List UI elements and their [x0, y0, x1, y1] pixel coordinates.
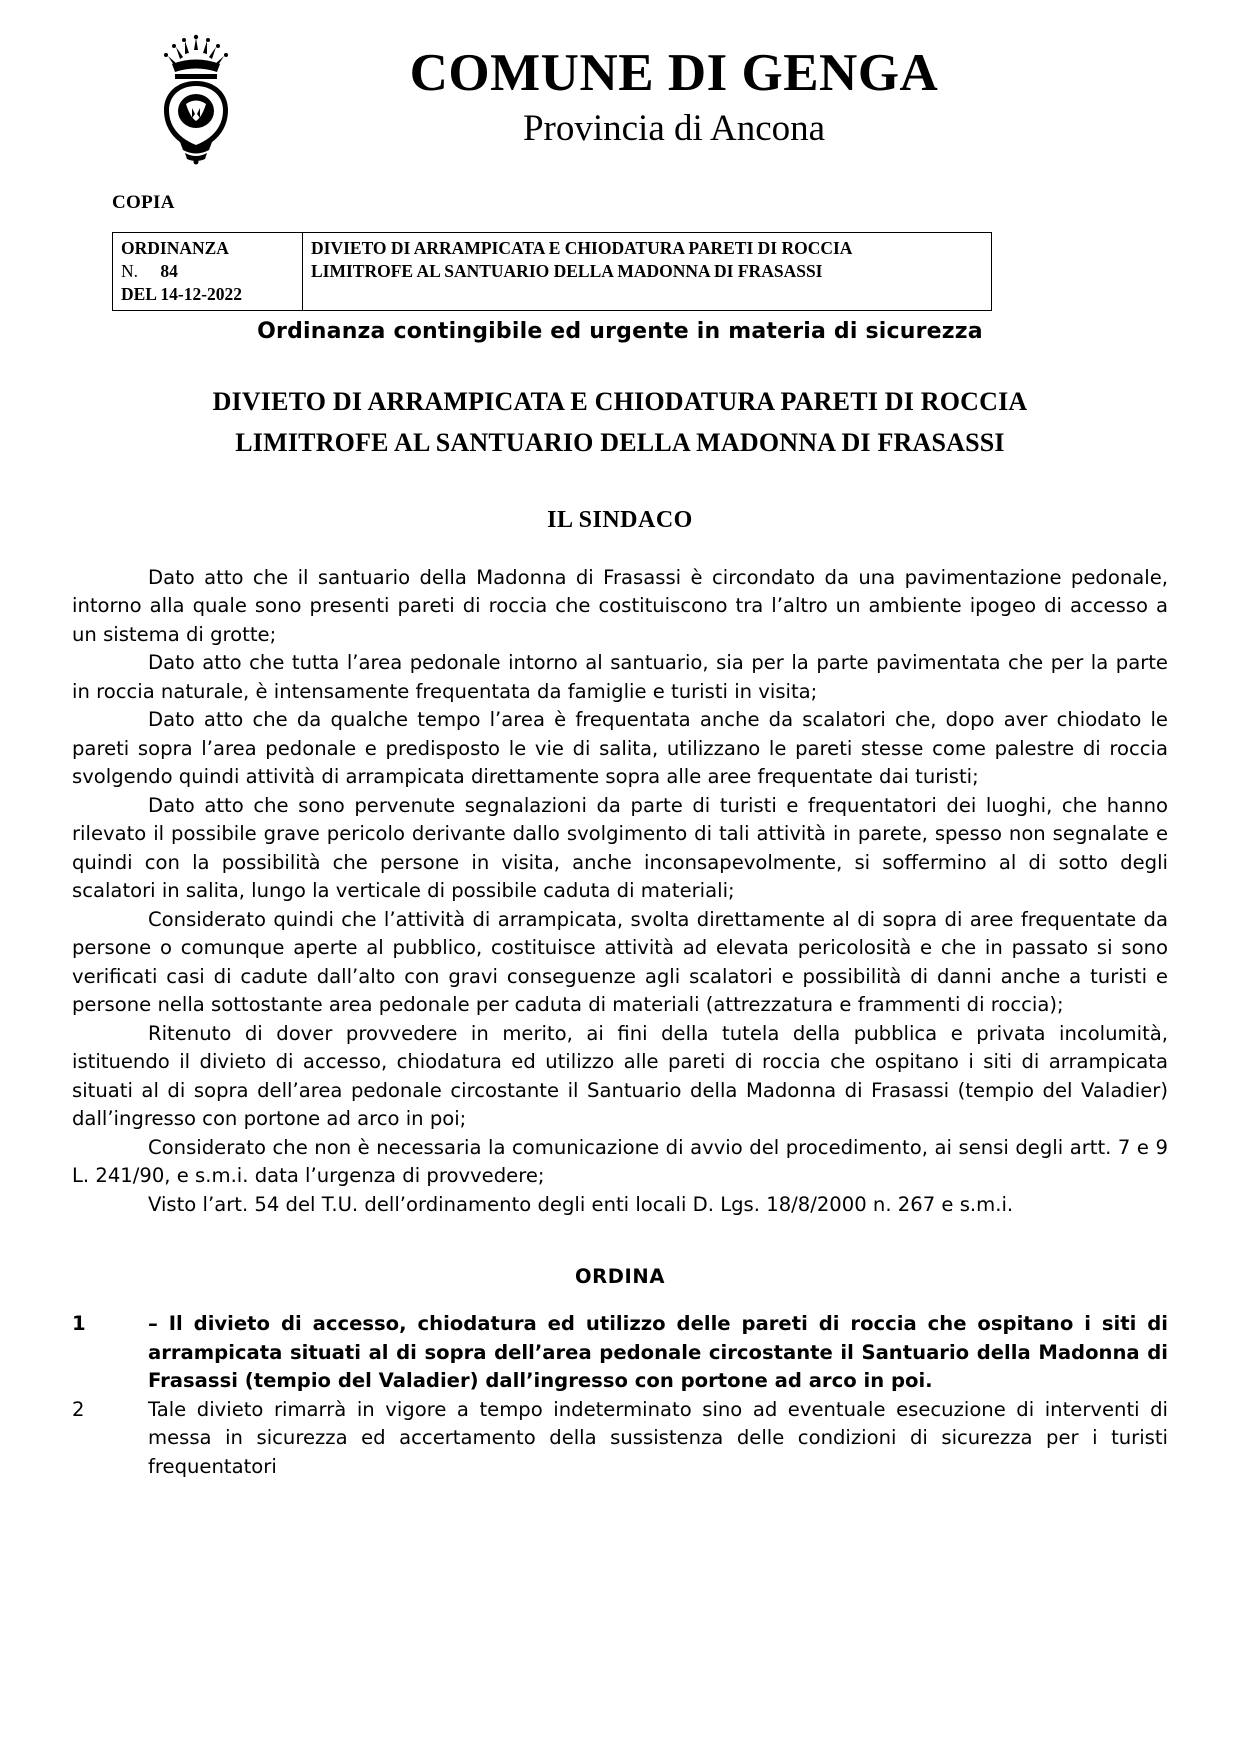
page-title [0, 382, 1240, 463]
ordinanza-subject-line-2: LIMITROFE AL SANTUARIO DELLA MADONNA DI FRASASSI [311, 261, 823, 282]
paragraph: Visto l’art. 54 del T.U. dell’ordinamento degli enti locali D. Lgs. 18/8/2000 n. 267 e s.m.i. [148, 1192, 1014, 1216]
ordinanza-number-value: 84 [160, 261, 178, 282]
document-body [72, 564, 1168, 1220]
sindaco-heading: IL SINDACO [547, 506, 693, 533]
ordinanza-number-label: N. [121, 261, 139, 282]
ordinanza-subject-line-1: DIVIETO DI ARRAMPICATA E CHIODATURA PARETI DI ROCCIA [311, 238, 853, 258]
ordinanza-meta-cell [113, 233, 303, 311]
ordinanza-subtitle: Ordinanza contingibile ed urgente in materia di sicurezza [257, 319, 983, 345]
paragraph: Dato atto che tutta l’area pedonale intorno al santuario, sia per la parte pavimentata che per la parte in roccia naturale, è intensamente frequentata da famiglie e turisti in visita; [72, 651, 1168, 703]
paragraph: Ritenuto di dover provvedere in merito, ai fini della tutela della pubblica e privata incolumità, istituendo il divieto di accesso, chiodatura ed utilizzo alle pareti di roccia che ospitano i siti di arrampicata situati al di sopra dell’area pedonale circostante il Santuario della Madonna di Frasassi (tempio del Valadier) dall’ingresso con portone ad arco in poi; [72, 1021, 1168, 1131]
page-title-line-2: LIMITROFE AL SANTUARIO DELLA MADONNA DI FRASASSI [235, 427, 1005, 457]
document-header [0, 0, 1240, 166]
ordinanza-number-row [121, 260, 296, 283]
coat-of-arms-icon [138, 34, 258, 166]
ordina-item-text: Tale divieto rimarrà in vigore a tempo indeterminato sino ad eventuale esecuzione di interventi di messa in sicurezza ed accertamento della sussistenza delle condizioni di sicurezza per i turisti frequentatori [148, 1397, 1168, 1478]
paragraph: Considerato che non è necessaria la comunicazione di avvio del procedimento, ai sensi degli artt. 7 e 9 L. 241/90, e s.m.i. data l’urgenza di provvedere; [72, 1135, 1168, 1188]
paragraph: Dato atto che sono pervenute segnalazioni da parte di turisti e frequentatori dei luoghi, che hanno rilevato il possibile grave pericolo derivante dallo svolgimento di tali attività in parete, spesso non segnalate e quindi con la possibilità che persone in visita, anche inconsapevolmente, si soffermino al di sotto degli scalatori in salita, lungo la verticale di possibile caduta di materiali; [72, 793, 1168, 903]
paragraph: Considerato quindi che l’attività di arrampicata, svolta direttamente al di sopra di aree frequentate da persone o comunque aperte al pubblico, costituisce attività ad elevata pericolosità e che in passato si sono verificati casi di cadute dall’alto con gravi conseguenze agli scalatori e possibilità di danni anche a turisti e persone nella sottostante area pedonale per caduta di materiali (attrezzatura e frammenti di roccia); [72, 907, 1168, 1017]
provincia-subtitle: Provincia di Ancona [522, 107, 826, 149]
ordina-item-number: 2 [72, 1397, 85, 1421]
ordina-items [72, 1310, 1168, 1481]
ordina-item-number: 1 [72, 1312, 86, 1336]
paragraph: Dato atto che da qualche tempo l’area è frequentata anche da scalatori che, dopo aver chiodato le pareti sopra l’area pedonale e predisposto le vie di salita, utilizzano le pareti stesse come palestre di roccia svolgendo quindi attività di arrampicata direttamente sopra alle aree frequentate dai turisti; [72, 708, 1168, 789]
ordinanza-date: DEL 14-12-2022 [121, 284, 243, 305]
ordina-heading: ORDINA [574, 1265, 666, 1289]
ordinanza-label: ORDINANZA [121, 238, 229, 258]
comune-title: COMUNE DI GENGA [409, 43, 939, 102]
ordina-item [72, 1396, 1168, 1482]
ordinanza-subject-cell [303, 233, 992, 311]
ordina-item-text: – Il divieto di accesso, chiodatura ed utilizzo delle pareti di roccia che ospitano i siti di arrampicata situati al di sopra dell’area pedonale circostante il Santuario della Madonna di Frasassi (tempio del Valadier) dall’ingresso con portone ad arco in poi. [148, 1312, 1168, 1393]
ordinanza-header-table [112, 232, 992, 311]
table-row [113, 233, 992, 311]
paragraph: Dato atto che il santuario della Madonna di Frasassi è circondato da una pavimentazione pedonale, intorno alla quale sono presenti pareti di roccia che costituiscono tra l’altro un ambiente ipogeo di accesso a un sistema di grotte; [72, 565, 1168, 646]
header-titles [258, 43, 1240, 154]
ordina-item [72, 1310, 1168, 1396]
page-title-line-1: DIVIETO DI ARRAMPICATA E CHIODATURA PARETI DI ROCCIA [212, 387, 1028, 417]
copia-label: COPIA [112, 192, 175, 213]
